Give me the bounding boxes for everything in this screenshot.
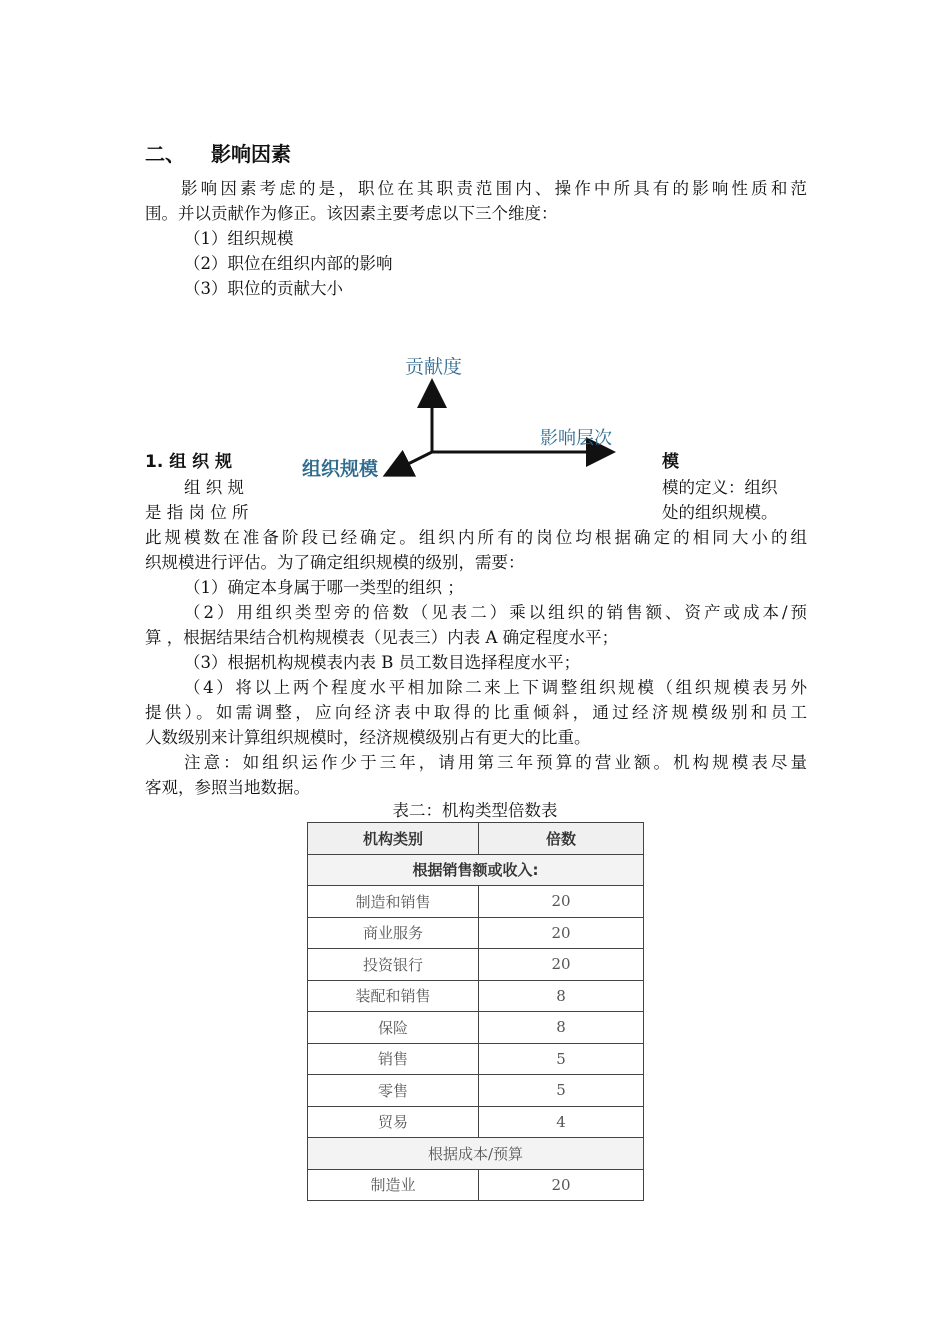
table-caption: 表二：机构类型倍数表 [392,801,558,820]
body-line: 组 织 规 [184,478,244,497]
section-number: 二、 [145,142,185,166]
dimension-item: （3）职位的贡献大小 [184,279,343,298]
subsection-title-right: 模 [662,452,679,472]
org-type-cell: 销售 [308,1043,479,1075]
table-row [308,917,644,949]
org-type-cell: 保险 [308,1012,479,1044]
table-row [308,1012,644,1044]
intro-line-2: 围。并以贡献作为修正。该因素主要考虑以下三个维度： [145,204,558,223]
table-row [308,1106,644,1138]
org-type-cell: 商业服务 [308,917,479,949]
note-line: 客观，参照当地数据。 [145,778,310,797]
table-row [308,1169,644,1201]
org-type-cell: 制造和销售 [308,886,479,918]
table-group-row [308,1138,644,1170]
multiplier-cell: 5 [479,1043,644,1075]
multiplier-cell: 5 [479,1075,644,1107]
step-item: （2）用组织类型旁的倍数（见表二）乘以组织的销售额、资产或成本/预 [184,603,807,622]
table-group-row [308,854,644,886]
multiplier-cell: 8 [479,980,644,1012]
body-line: 织规模进行评估。为了确定组织规模的级别，需要： [145,553,525,572]
step-item: 人数级别来计算组织规模时，经济规模级别占有更大的比重。 [145,728,591,747]
subsection-title-left: 1. 组 织 规 [145,452,233,472]
multiplier-cell: 20 [479,949,644,981]
org-type-cell: 零售 [308,1075,479,1107]
step-item: （1）确定本身属于哪一类型的组织 ； [184,578,464,597]
body-line: 处的组织规模。 [662,503,778,522]
step-item: （4）将以上两个程度水平相加除二来上下调整组织规模（组织规模表另外 [184,678,807,697]
org-type-multiplier-table [307,822,644,1201]
table-row [308,886,644,918]
table-row [308,980,644,1012]
dimension-item: （1）组织规模 [184,229,294,248]
column-header: 倍数 [479,823,644,855]
section-heading [145,138,291,167]
table-row [308,1043,644,1075]
note-line: 注意：如组织运作少于三年，请用第三年预算的营业额。机构规模表尽量 [184,753,807,772]
multiplier-cell: 20 [479,886,644,918]
group-label: 根据成本/预算 [308,1138,644,1170]
intro-line-1: 影响因素考虑的是，职位在其职责范围内、操作中所具有的影响性质和范 [181,179,807,198]
org-type-cell: 投资银行 [308,949,479,981]
org-type-cell: 贸易 [308,1106,479,1138]
body-line: 模的定义：组织 [662,478,778,497]
axis-label-org-size: 组织规模 [302,458,379,480]
column-header: 机构类别 [308,823,479,855]
org-type-cell: 制造业 [308,1169,479,1201]
table-row [308,1075,644,1107]
step-item: 提供）。如需调整，应向经济表中取得的比重倾斜，通过经济规模级别和员工 [145,703,807,722]
multiplier-cell: 4 [479,1106,644,1138]
dimension-item: （2）职位在组织内部的影响 [184,254,393,273]
multiplier-cell: 8 [479,1012,644,1044]
table-row [308,949,644,981]
dimension-diagram [290,340,650,490]
body-line: 此规模数在准备阶段已经确定。组织内所有的岗位均根据确定的相同大小的组 [145,528,807,547]
multiplier-cell: 20 [479,917,644,949]
group-label: 根据销售额或收入: [308,854,644,886]
multiplier-cell: 20 [479,1169,644,1201]
axis-label-contribution: 贡献度 [405,356,463,378]
section-title: 影响因素 [211,142,291,166]
step-item: 算 ，根据结果结合机构规模表（见表三）内表 A 确定程度水平； [145,628,619,647]
body-line: 是 指 岗 位 所 [145,503,249,522]
axis-label-impact: 影响层次 [540,428,612,449]
step-item: （3）根据机构规模表内表 B 员工数目选择程度水平； [184,653,581,672]
table-header-row [308,823,644,855]
org-type-cell: 装配和销售 [308,980,479,1012]
left-axis [388,452,432,474]
